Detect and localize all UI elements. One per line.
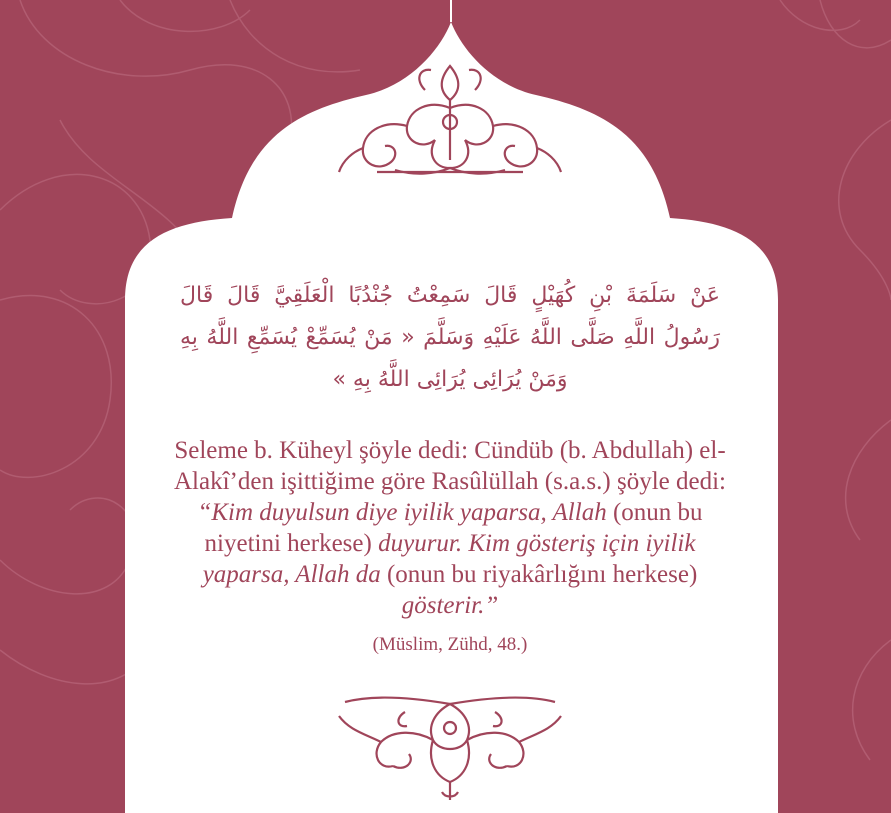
quote-part-2: duyurur. Kim gösteriş için iyilik yaparsa, Allah da [202, 530, 696, 588]
paren-part-1: (onun bu niyetini herkese) [204, 499, 703, 557]
bottom-ornament-icon [335, 690, 565, 805]
source-citation: (Müslim, Zühd, 48.) [372, 634, 528, 655]
hadith-content [170, 275, 730, 657]
translation-text [170, 435, 730, 621]
top-ornament-icon [335, 60, 565, 180]
paren-part-2: (onun bu riyakârlığını herkese) [386, 561, 698, 588]
quote-part-1: “Kim duyulsun diye iyilik yaparsa, Allah [197, 499, 607, 526]
quote-part-3: gösterir.” [401, 592, 499, 619]
arabic-text: عَنْ سَلَمَةَ بْنِ كُهَيْلٍ قَالَ سَمِعْتُ جُنْدُبًا الْعَلَقِيَّ قَالَ قَالَ رَسُولُ اللَّهِ صَلَّى اللَّهُ عَلَيْهِ وَسَلَّمَ « مَنْ يُسَمِّعْ يُسَمِّعِ اللَّهُ بِهِ وَمَنْ يُرَائِى يُرَائِى اللَّهُ بِهِ » [180, 283, 720, 392]
translation-intro: Seleme b. Küheyl şöyle dedi: Cündüb (b. Abdullah) el-Alakî’den işittiğime göre Rasûlüllah (s.a.s.) şöyle dedi: [174, 437, 726, 495]
